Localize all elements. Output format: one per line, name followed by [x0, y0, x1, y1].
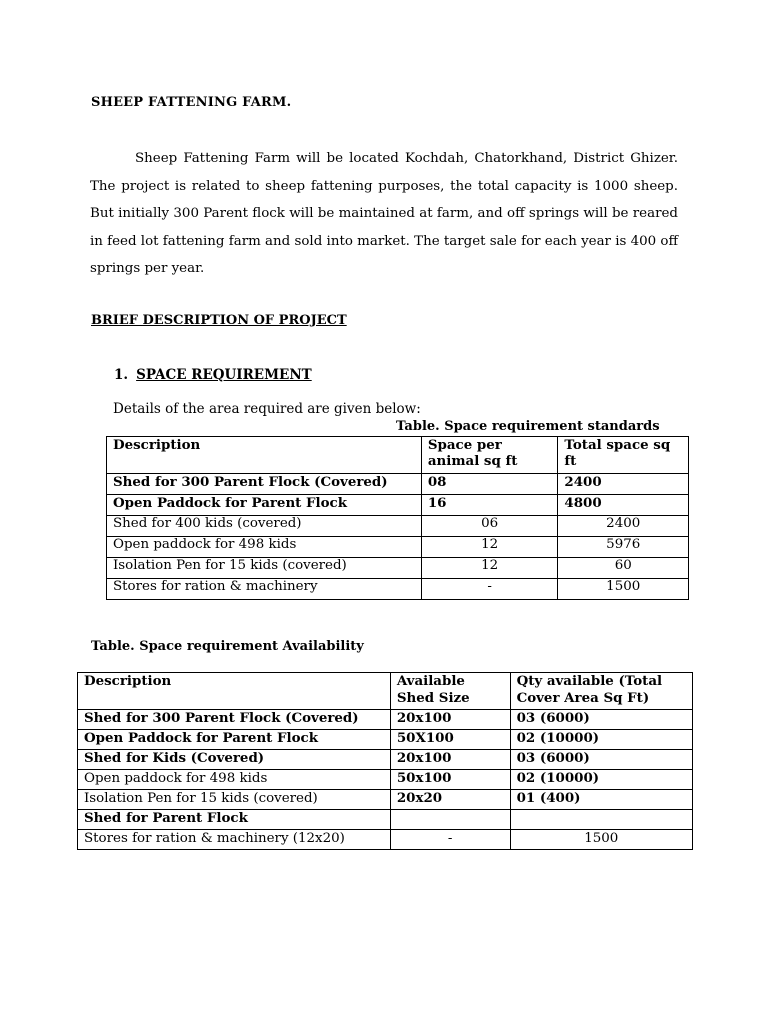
- table-row: [78, 750, 693, 770]
- table-cell: Shed for Parent Flock: [78, 810, 391, 830]
- table-cell: 20x100: [390, 710, 510, 730]
- header-cell: Description: [107, 437, 422, 474]
- table-cell: Shed for 300 Parent Flock (Covered): [107, 474, 422, 495]
- table-header-row: [78, 673, 693, 710]
- table1-caption: Table. Space requirement standards: [396, 419, 660, 434]
- table-cell: 03 (6000): [510, 710, 692, 730]
- table-cell: [390, 810, 510, 830]
- table-row: [107, 537, 689, 558]
- table-header-row: [107, 437, 689, 474]
- table-cell: 60: [558, 558, 689, 579]
- table-cell: 50X100: [390, 730, 510, 750]
- table-row: [78, 790, 693, 810]
- table-cell: 02 (10000): [510, 730, 692, 750]
- table-row: [107, 516, 689, 537]
- header-cell: Available Shed Size: [390, 673, 510, 710]
- table-cell: Shed for Kids (Covered): [78, 750, 391, 770]
- table-row: [78, 710, 693, 730]
- table-cell: 02 (10000): [510, 770, 692, 790]
- details-text: Details of the area required are given below:: [113, 401, 421, 417]
- table-cell: 06: [421, 516, 558, 537]
- table-cell: 12: [421, 537, 558, 558]
- table-cell: Isolation Pen for 15 kids (covered): [78, 790, 391, 810]
- table-cell: 20x100: [390, 750, 510, 770]
- table-row: [78, 730, 693, 750]
- section-title: SPACE REQUIREMENT: [136, 367, 312, 383]
- space-availability-table: [77, 672, 693, 850]
- table-cell: Shed for 300 Parent Flock (Covered): [78, 710, 391, 730]
- table-cell: 01 (400): [510, 790, 692, 810]
- table-cell: 50x100: [390, 770, 510, 790]
- intro-paragraph: Sheep Fattening Farm will be located Kochdah, Chatorkhand, District Ghizer. The project is related to sheep fattening purposes, the total capacity is 1000 sheep. But initially 300 Parent flock will be maintained at farm, and off springs will be reared in feed lot fattening farm and sold into market. The target sale for each year is 400 off springs per year.: [90, 151, 679, 276]
- brief-description-title: BRIEF DESCRIPTION OF PROJECT: [91, 313, 347, 328]
- space-standards-table: [106, 436, 689, 600]
- table-cell: Open paddock for 498 kids: [107, 537, 422, 558]
- table-cell: -: [421, 579, 558, 600]
- header-cell: Space per animal sq ft: [421, 437, 558, 474]
- header-cell: Total space sq ft: [558, 437, 689, 474]
- table-cell: 12: [421, 558, 558, 579]
- table-cell: 1500: [510, 830, 692, 850]
- table-cell: 16: [421, 495, 558, 516]
- table-cell: 2400: [558, 516, 689, 537]
- table-row: [107, 495, 689, 516]
- header-cell: Description: [78, 673, 391, 710]
- table-cell: Isolation Pen for 15 kids (covered): [107, 558, 422, 579]
- table-cell: 20x20: [390, 790, 510, 810]
- table-cell: 1500: [558, 579, 689, 600]
- table-cell: 5976: [558, 537, 689, 558]
- table-row: [107, 579, 689, 600]
- table-row: [107, 474, 689, 495]
- table-cell: 03 (6000): [510, 750, 692, 770]
- table-row: [78, 830, 693, 850]
- table-cell: 4800: [558, 495, 689, 516]
- table-cell: 2400: [558, 474, 689, 495]
- table-row: [107, 558, 689, 579]
- table-cell: [510, 810, 692, 830]
- table-row: [78, 810, 693, 830]
- section-number: 1.: [114, 367, 129, 383]
- table-cell: 08: [421, 474, 558, 495]
- table-row: [78, 770, 693, 790]
- section-heading: [114, 367, 312, 383]
- table-cell: Open Paddock for Parent Flock: [107, 495, 422, 516]
- table-cell: -: [390, 830, 510, 850]
- table-cell: Open paddock for 498 kids: [78, 770, 391, 790]
- document-heading: SHEEP FATTENING FARM.: [91, 95, 292, 110]
- table-cell: Stores for ration & machinery: [107, 579, 422, 600]
- table-cell: Shed for 400 kids (covered): [107, 516, 422, 537]
- table-cell: Stores for ration & machinery (12x20): [78, 830, 391, 850]
- table2-caption: Table. Space requirement Availability: [91, 639, 364, 654]
- header-cell: Qty available (Total Cover Area Sq Ft): [510, 673, 692, 710]
- table-cell: Open Paddock for Parent Flock: [78, 730, 391, 750]
